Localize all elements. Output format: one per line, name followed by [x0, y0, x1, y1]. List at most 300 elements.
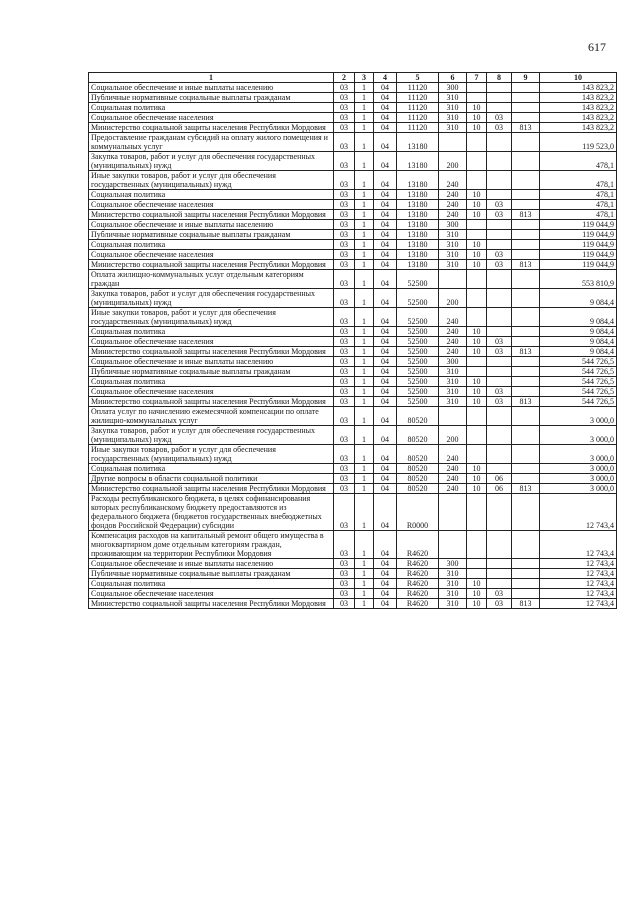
row-code-cell: 04	[374, 559, 397, 569]
row-name-cell: Социальное обеспечение и иные выплаты населению	[89, 83, 334, 93]
row-code-cell: 52500	[397, 367, 439, 377]
row-code-cell: 13180	[397, 260, 439, 270]
table-row	[89, 260, 617, 270]
row-name-cell: Закупка товаров, работ и услуг для обеспечения государственных (муниципальных) нужд	[89, 426, 334, 445]
row-code-cell: 10	[467, 397, 487, 407]
row-code-cell: 03	[334, 308, 355, 327]
row-name-cell: Социальное обеспечение населения	[89, 589, 334, 599]
row-amount-cell: 12 743,4	[540, 494, 617, 531]
row-code-cell: 03	[334, 93, 355, 103]
row-code-cell: 240	[439, 445, 467, 464]
row-amount-cell: 12 743,4	[540, 579, 617, 589]
row-code-cell	[487, 270, 512, 289]
row-code-cell: 13180	[397, 190, 439, 200]
row-code-cell	[467, 83, 487, 93]
row-code-cell	[512, 531, 540, 559]
row-code-cell	[487, 407, 512, 426]
row-code-cell: 03	[487, 123, 512, 133]
row-code-cell: 1	[355, 113, 374, 123]
row-code-cell: 10	[467, 190, 487, 200]
row-code-cell: 03	[334, 210, 355, 220]
row-code-cell: 813	[512, 484, 540, 494]
row-code-cell	[439, 133, 467, 152]
header-cell: 10	[540, 73, 617, 83]
row-amount-cell: 3 000,0	[540, 445, 617, 464]
table-row	[89, 579, 617, 589]
row-code-cell	[487, 171, 512, 190]
row-code-cell: 310	[439, 579, 467, 589]
row-code-cell	[512, 407, 540, 426]
table-body	[89, 83, 617, 609]
row-code-cell: 04	[374, 260, 397, 270]
row-code-cell: 10	[467, 589, 487, 599]
row-code-cell: 04	[374, 387, 397, 397]
row-name-cell: Публичные нормативные социальные выплаты гражданам	[89, 367, 334, 377]
row-name-cell: Публичные нормативные социальные выплаты гражданам	[89, 230, 334, 240]
row-code-cell: 1	[355, 599, 374, 609]
row-amount-cell: 143 823,2	[540, 93, 617, 103]
row-code-cell: 04	[374, 327, 397, 337]
row-code-cell	[512, 190, 540, 200]
row-code-cell: 03	[334, 250, 355, 260]
row-code-cell: 04	[374, 397, 397, 407]
table-row	[89, 464, 617, 474]
row-amount-cell: 9 084,4	[540, 327, 617, 337]
row-code-cell: 13180	[397, 200, 439, 210]
row-code-cell	[487, 426, 512, 445]
row-code-cell: 04	[374, 464, 397, 474]
row-code-cell: 04	[374, 200, 397, 210]
row-name-cell: Оплата услуг по начислению ежемесячной компенсации по оплате жилищно-коммунальных услуг	[89, 407, 334, 426]
header-cell: 6	[439, 73, 467, 83]
row-code-cell: 03	[334, 347, 355, 357]
row-code-cell	[512, 270, 540, 289]
row-code-cell: 11120	[397, 103, 439, 113]
row-amount-cell: 12 743,4	[540, 599, 617, 609]
row-code-cell: 240	[439, 474, 467, 484]
row-code-cell	[487, 308, 512, 327]
row-amount-cell: 119 523,0	[540, 133, 617, 152]
row-code-cell: 1	[355, 397, 374, 407]
row-code-cell: 03	[334, 464, 355, 474]
row-code-cell: 13180	[397, 210, 439, 220]
row-amount-cell: 9 084,4	[540, 289, 617, 308]
table-row	[89, 494, 617, 531]
row-code-cell	[439, 494, 467, 531]
row-code-cell: 1	[355, 407, 374, 426]
table-row	[89, 569, 617, 579]
row-name-cell: Министерство социальной защиты населения Республики Мордовия	[89, 210, 334, 220]
table-row	[89, 210, 617, 220]
table-row	[89, 171, 617, 190]
row-name-cell: Социальное обеспечение и иные выплаты населению	[89, 559, 334, 569]
row-code-cell: 1	[355, 445, 374, 464]
row-code-cell: 03	[334, 494, 355, 531]
row-code-cell	[487, 83, 512, 93]
row-code-cell	[512, 133, 540, 152]
row-code-cell: 03	[334, 152, 355, 171]
row-code-cell: 03	[487, 589, 512, 599]
row-code-cell	[487, 357, 512, 367]
row-code-cell	[467, 559, 487, 569]
row-code-cell: 11120	[397, 113, 439, 123]
row-code-cell: 10	[467, 113, 487, 123]
row-amount-cell: 119 044,9	[540, 260, 617, 270]
row-amount-cell: 544 726,5	[540, 367, 617, 377]
row-name-cell: Социальная политика	[89, 327, 334, 337]
row-code-cell: 04	[374, 152, 397, 171]
row-code-cell: R4620	[397, 579, 439, 589]
row-name-cell: Социальная политика	[89, 240, 334, 250]
row-amount-cell: 12 743,4	[540, 559, 617, 569]
row-code-cell: 10	[467, 579, 487, 589]
row-code-cell: 03	[334, 484, 355, 494]
header-cell: 7	[467, 73, 487, 83]
table-row	[89, 240, 617, 250]
row-code-cell: 04	[374, 579, 397, 589]
row-code-cell: 03	[487, 599, 512, 609]
row-code-cell: 1	[355, 171, 374, 190]
row-name-cell: Министерство социальной защиты населения Республики Мордовия	[89, 260, 334, 270]
row-code-cell: 80520	[397, 426, 439, 445]
table-row	[89, 190, 617, 200]
row-code-cell: 1	[355, 327, 374, 337]
row-code-cell	[467, 133, 487, 152]
table-row	[89, 484, 617, 494]
row-name-cell: Публичные нормативные социальные выплаты гражданам	[89, 93, 334, 103]
row-code-cell	[512, 171, 540, 190]
row-code-cell: 03	[487, 387, 512, 397]
table-row	[89, 445, 617, 464]
header-cell: 4	[374, 73, 397, 83]
row-code-cell: 03	[334, 220, 355, 230]
row-code-cell	[467, 569, 487, 579]
table-row	[89, 407, 617, 426]
row-code-cell: 13180	[397, 133, 439, 152]
row-code-cell	[467, 308, 487, 327]
row-code-cell: 03	[334, 559, 355, 569]
row-code-cell: 1	[355, 377, 374, 387]
row-code-cell: 52500	[397, 357, 439, 367]
row-code-cell: 1	[355, 240, 374, 250]
table-row	[89, 200, 617, 210]
row-code-cell: 03	[487, 113, 512, 123]
table-row	[89, 531, 617, 559]
row-code-cell: 1	[355, 133, 374, 152]
table-row	[89, 377, 617, 387]
row-code-cell	[439, 407, 467, 426]
row-code-cell: 04	[374, 484, 397, 494]
row-code-cell: 03	[487, 250, 512, 260]
row-code-cell: 03	[334, 230, 355, 240]
row-amount-cell: 478,1	[540, 152, 617, 171]
table-row	[89, 220, 617, 230]
table-row	[89, 83, 617, 93]
row-code-cell	[467, 93, 487, 103]
row-code-cell	[487, 494, 512, 531]
row-code-cell: 1	[355, 270, 374, 289]
row-code-cell: R0000	[397, 494, 439, 531]
row-code-cell: 1	[355, 123, 374, 133]
row-amount-cell: 3 000,0	[540, 407, 617, 426]
row-code-cell: 03	[334, 260, 355, 270]
row-code-cell: 310	[439, 569, 467, 579]
row-code-cell	[512, 83, 540, 93]
row-code-cell: 300	[439, 220, 467, 230]
row-name-cell: Министерство социальной защиты населения Республики Мордовия	[89, 123, 334, 133]
row-amount-cell: 9 084,4	[540, 308, 617, 327]
row-code-cell: 1	[355, 103, 374, 113]
row-code-cell	[512, 289, 540, 308]
table-row	[89, 327, 617, 337]
row-code-cell	[512, 589, 540, 599]
row-code-cell: 03	[334, 123, 355, 133]
row-code-cell: 04	[374, 93, 397, 103]
row-code-cell: 200	[439, 426, 467, 445]
row-code-cell: R4620	[397, 531, 439, 559]
row-code-cell: 04	[374, 367, 397, 377]
table-row	[89, 289, 617, 308]
row-code-cell: 10	[467, 250, 487, 260]
row-code-cell	[512, 327, 540, 337]
row-code-cell	[467, 494, 487, 531]
row-code-cell: 04	[374, 171, 397, 190]
table-row	[89, 113, 617, 123]
row-code-cell: 03	[334, 377, 355, 387]
row-code-cell	[467, 152, 487, 171]
table-row	[89, 123, 617, 133]
row-code-cell: 03	[334, 357, 355, 367]
row-code-cell: 1	[355, 347, 374, 357]
row-code-cell: 1	[355, 152, 374, 171]
table-row	[89, 559, 617, 569]
row-code-cell: R4620	[397, 559, 439, 569]
row-name-cell: Иные закупки товаров, работ и услуг для обеспечения государственных (муниципальных) нужд	[89, 445, 334, 464]
row-code-cell: 310	[439, 589, 467, 599]
row-code-cell: 04	[374, 347, 397, 357]
row-code-cell: 10	[467, 599, 487, 609]
row-code-cell: 310	[439, 387, 467, 397]
row-code-cell: 1	[355, 357, 374, 367]
row-code-cell: 04	[374, 220, 397, 230]
row-code-cell: 13180	[397, 230, 439, 240]
row-code-cell: 300	[439, 559, 467, 569]
row-code-cell: 310	[439, 113, 467, 123]
row-name-cell: Публичные нормативные социальные выплаты гражданам	[89, 569, 334, 579]
row-name-cell: Министерство социальной защиты населения Республики Мордовия	[89, 599, 334, 609]
row-code-cell: 04	[374, 531, 397, 559]
row-code-cell	[487, 152, 512, 171]
row-code-cell: 10	[467, 240, 487, 250]
row-code-cell: 813	[512, 210, 540, 220]
row-code-cell	[512, 474, 540, 484]
row-code-cell: 80520	[397, 464, 439, 474]
row-code-cell	[467, 407, 487, 426]
row-code-cell	[512, 240, 540, 250]
row-code-cell: 03	[334, 270, 355, 289]
row-code-cell: 10	[467, 387, 487, 397]
row-name-cell: Иные закупки товаров, работ и услуг для обеспечения государственных (муниципальных) нужд	[89, 171, 334, 190]
row-code-cell: 52500	[397, 387, 439, 397]
header-cell: 8	[487, 73, 512, 83]
row-code-cell: 03	[487, 260, 512, 270]
row-code-cell	[439, 270, 467, 289]
row-code-cell: 11120	[397, 123, 439, 133]
row-code-cell: 03	[334, 133, 355, 152]
row-code-cell: R4620	[397, 569, 439, 579]
row-code-cell	[487, 230, 512, 240]
row-code-cell: 03	[334, 426, 355, 445]
row-code-cell: 1	[355, 220, 374, 230]
table-row	[89, 308, 617, 327]
row-code-cell: 04	[374, 230, 397, 240]
row-code-cell: 13180	[397, 240, 439, 250]
row-name-cell: Социальная политика	[89, 103, 334, 113]
row-code-cell: 240	[439, 337, 467, 347]
row-amount-cell: 12 743,4	[540, 589, 617, 599]
row-code-cell: 310	[439, 240, 467, 250]
row-code-cell: 10	[467, 484, 487, 494]
row-name-cell: Социальная политика	[89, 579, 334, 589]
row-code-cell: 1	[355, 559, 374, 569]
row-code-cell: 03	[334, 474, 355, 484]
row-amount-cell: 3 000,0	[540, 484, 617, 494]
table-row	[89, 426, 617, 445]
row-code-cell: 80520	[397, 445, 439, 464]
row-code-cell	[487, 377, 512, 387]
row-code-cell: 04	[374, 357, 397, 367]
row-code-cell	[512, 152, 540, 171]
row-code-cell: 300	[439, 357, 467, 367]
row-code-cell: 10	[467, 474, 487, 484]
table-row	[89, 357, 617, 367]
row-code-cell: 1	[355, 250, 374, 260]
row-code-cell: 1	[355, 367, 374, 377]
row-code-cell: 310	[439, 103, 467, 113]
row-code-cell: 04	[374, 289, 397, 308]
row-code-cell	[467, 367, 487, 377]
row-code-cell	[467, 357, 487, 367]
row-code-cell: R4620	[397, 599, 439, 609]
row-code-cell: 52500	[397, 397, 439, 407]
row-code-cell	[487, 327, 512, 337]
row-code-cell: 03	[334, 240, 355, 250]
row-code-cell	[487, 289, 512, 308]
row-code-cell: 1	[355, 93, 374, 103]
row-code-cell: 03	[487, 347, 512, 357]
row-code-cell: 04	[374, 337, 397, 347]
row-code-cell: 13180	[397, 152, 439, 171]
row-code-cell	[512, 103, 540, 113]
row-code-cell	[512, 367, 540, 377]
row-code-cell: 03	[334, 200, 355, 210]
row-code-cell: 240	[439, 171, 467, 190]
row-code-cell: 04	[374, 113, 397, 123]
table-row	[89, 270, 617, 289]
row-code-cell: 813	[512, 397, 540, 407]
header-row	[89, 73, 617, 83]
row-code-cell	[487, 531, 512, 559]
row-name-cell: Социальная политика	[89, 377, 334, 387]
row-code-cell	[487, 579, 512, 589]
row-code-cell: 240	[439, 464, 467, 474]
row-code-cell: 240	[439, 327, 467, 337]
row-code-cell: 03	[334, 327, 355, 337]
row-code-cell: 200	[439, 289, 467, 308]
row-name-cell: Социальная политика	[89, 190, 334, 200]
row-code-cell: 04	[374, 426, 397, 445]
row-amount-cell: 143 823,2	[540, 123, 617, 133]
row-code-cell: 03	[334, 190, 355, 200]
row-amount-cell: 119 044,9	[540, 250, 617, 260]
row-code-cell: 1	[355, 531, 374, 559]
table-row	[89, 230, 617, 240]
row-code-cell: 813	[512, 599, 540, 609]
row-code-cell	[487, 93, 512, 103]
row-code-cell: 1	[355, 494, 374, 531]
row-amount-cell: 12 743,4	[540, 569, 617, 579]
row-amount-cell: 119 044,9	[540, 220, 617, 230]
row-code-cell: 10	[467, 260, 487, 270]
row-code-cell: 03	[334, 387, 355, 397]
row-code-cell: 1	[355, 83, 374, 93]
row-code-cell	[512, 464, 540, 474]
row-code-cell: 04	[374, 589, 397, 599]
budget-table	[88, 72, 617, 609]
row-code-cell: 04	[374, 474, 397, 484]
row-code-cell: 04	[374, 445, 397, 464]
row-code-cell	[487, 133, 512, 152]
row-code-cell: 1	[355, 337, 374, 347]
row-code-cell	[512, 220, 540, 230]
row-code-cell: 1	[355, 569, 374, 579]
row-code-cell: 52500	[397, 308, 439, 327]
row-code-cell: 240	[439, 347, 467, 357]
row-code-cell: 13180	[397, 220, 439, 230]
row-code-cell: 52500	[397, 347, 439, 357]
row-code-cell	[487, 367, 512, 377]
row-code-cell: 80520	[397, 407, 439, 426]
row-code-cell: 813	[512, 347, 540, 357]
row-code-cell: 03	[334, 445, 355, 464]
row-code-cell: 52500	[397, 377, 439, 387]
row-code-cell: 1	[355, 484, 374, 494]
row-code-cell: 1	[355, 464, 374, 474]
row-code-cell: 03	[487, 397, 512, 407]
row-code-cell: 03	[334, 397, 355, 407]
row-code-cell: 310	[439, 250, 467, 260]
page-number: 617	[588, 40, 606, 54]
row-code-cell	[467, 426, 487, 445]
row-code-cell: 04	[374, 123, 397, 133]
row-amount-cell: 119 044,9	[540, 240, 617, 250]
row-code-cell: 03	[334, 337, 355, 347]
row-code-cell	[512, 445, 540, 464]
header-cell: 5	[397, 73, 439, 83]
row-name-cell: Социальное обеспечение населения	[89, 113, 334, 123]
row-code-cell	[512, 308, 540, 327]
row-code-cell: 310	[439, 93, 467, 103]
table-row	[89, 133, 617, 152]
row-code-cell: 240	[439, 210, 467, 220]
row-code-cell: 10	[467, 103, 487, 113]
row-code-cell: 04	[374, 569, 397, 579]
row-code-cell: 04	[374, 210, 397, 220]
row-code-cell: 1	[355, 387, 374, 397]
table-row	[89, 387, 617, 397]
row-code-cell	[512, 113, 540, 123]
row-code-cell: 1	[355, 579, 374, 589]
